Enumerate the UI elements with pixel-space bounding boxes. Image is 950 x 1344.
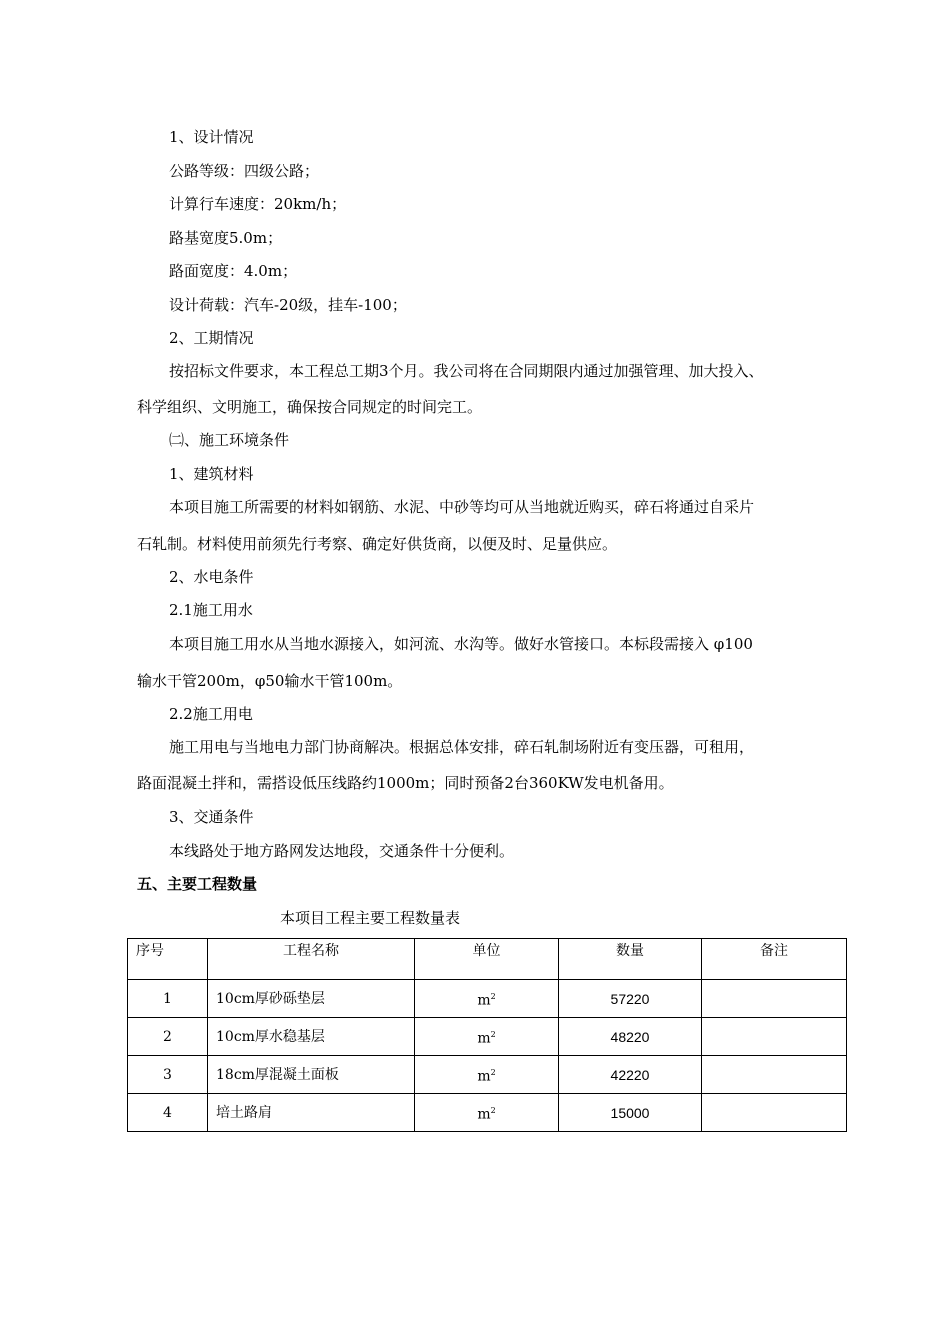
header-unit: 单位 — [415, 939, 559, 980]
header-no: 序号 — [128, 939, 208, 980]
table-row — [128, 1018, 847, 1056]
row-no: 3 — [128, 1056, 208, 1094]
header-name: 工程名称 — [208, 939, 415, 980]
row-unit: $m^2$ — [415, 1056, 559, 1094]
table-row — [128, 1094, 847, 1132]
quantities-section-heading: 五、主要工程数量 — [137, 875, 258, 893]
row-note — [702, 1018, 847, 1056]
pavement-width-text: 路面宽度：4.0m； — [169, 262, 298, 280]
schedule-heading: 2、工期情况 — [169, 329, 254, 347]
power-text-line1: 施工用电与当地电力部门协商解决。根据总体安排，碎石轧制场附近有变压器，可租用， — [169, 738, 755, 756]
design-load-text: 设计荷载：汽车-20级，挂车-100； — [169, 296, 407, 314]
row-qty: 48220 — [559, 1018, 702, 1056]
water-text-line2: 输水干管200m，φ50输水干管100m。 — [137, 672, 403, 690]
table-title: 本项目工程主要工程数量表 — [280, 909, 461, 927]
row-unit: $m^2$ — [415, 1094, 559, 1132]
table-row — [128, 1056, 847, 1094]
row-note — [702, 1094, 847, 1132]
power-heading: 2.2施工用电 — [169, 705, 253, 723]
row-qty: 15000 — [559, 1094, 702, 1132]
row-name: 10cm厚砂砾垫层 — [208, 980, 415, 1018]
subgrade-width-text: 路基宽度5.0m； — [169, 229, 283, 247]
row-no: 1 — [128, 980, 208, 1018]
table-row — [128, 980, 847, 1018]
table-header-row — [128, 939, 847, 980]
quantities-table — [127, 938, 847, 1132]
materials-heading: 1、建筑材料 — [169, 465, 254, 483]
row-name: 10cm厚水稳基层 — [208, 1018, 415, 1056]
materials-text-line2: 石轧制。材料使用前须先行考察、确定好供货商，以便及时、足量供应。 — [137, 535, 618, 553]
water-heading: 2.1施工用水 — [169, 601, 253, 619]
row-no: 4 — [128, 1094, 208, 1132]
row-qty: 57220 — [559, 980, 702, 1018]
traffic-text: 本线路处于地方路网发达地段，交通条件十分便利。 — [169, 842, 515, 860]
schedule-text-line1: 按招标文件要求，本工程总工期3个月。我公司将在合同期限内通过加强管理、加大投入、 — [169, 362, 764, 380]
row-unit: $m^2$ — [415, 980, 559, 1018]
environment-heading: ㈡、施工环境条件 — [169, 431, 290, 449]
traffic-heading: 3、交通条件 — [169, 808, 254, 826]
row-unit: $m^2$ — [415, 1018, 559, 1056]
row-name: 18cm厚混凝土面板 — [208, 1056, 415, 1094]
schedule-text-line2: 科学组织、文明施工，确保按合同规定的时间完工。 — [137, 398, 483, 416]
row-note — [702, 1056, 847, 1094]
water-text-line1: 本项目施工用水从当地水源接入，如河流、水沟等。做好水管接口。本标段需接入 φ100 — [169, 635, 753, 653]
road-grade-text: 公路等级：四级公路； — [169, 162, 320, 180]
row-note — [702, 980, 847, 1018]
materials-text-line1: 本项目施工所需要的材料如钢筋、水泥、中砂等均可从当地就近购买，碎石将通过自采片 — [169, 498, 755, 516]
header-qty: 数量 — [559, 939, 702, 980]
power-text-line2: 路面混凝土拌和，需搭设低压线路约1000m；同时预备2台360KW发电机备用。 — [137, 774, 674, 792]
utilities-heading: 2、水电条件 — [169, 568, 254, 586]
speed-text: 计算行车速度：20km/h； — [169, 195, 347, 213]
header-note: 备注 — [702, 939, 847, 980]
row-qty: 42220 — [559, 1056, 702, 1094]
row-no: 2 — [128, 1018, 208, 1056]
design-heading: 1、设计情况 — [169, 128, 254, 146]
row-name: 培土路肩 — [208, 1094, 415, 1132]
